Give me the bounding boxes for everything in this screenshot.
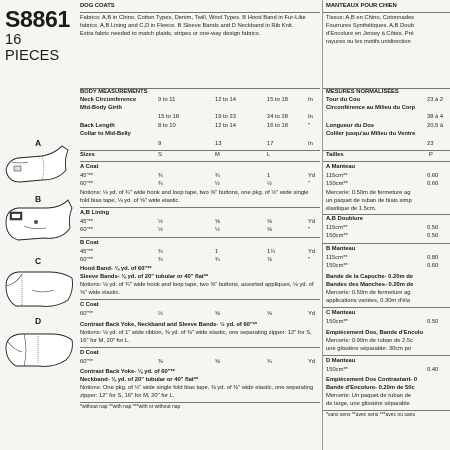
row-value: ⅝	[267, 219, 272, 225]
row-label: 150cm**	[326, 367, 348, 373]
notions-text: ⅝" wide elastic.	[80, 290, 121, 296]
row-value: Yd	[308, 249, 316, 255]
mesures-label: Circonférence au Milieu du Corp	[326, 105, 416, 111]
body-row-value: 12 to 14	[215, 123, 236, 129]
body-row-value: In	[308, 141, 313, 147]
row-value: ⅞	[267, 257, 272, 263]
body-row-value: In	[308, 97, 313, 103]
size-s: S	[158, 152, 162, 158]
view-c-illustration	[2, 256, 76, 312]
row-value: 0.40	[427, 367, 439, 373]
mesures-value: 38 à 4	[427, 114, 444, 120]
body-row-value: "	[308, 123, 311, 129]
section-title: A,B Doublure	[326, 216, 364, 222]
row-value: 0.60	[427, 181, 439, 187]
notions-text: Contrast Back Yoke, Neckband and Sleeve Bands- ½ yd. of 60"**	[80, 322, 258, 328]
body-row-label: Back Length	[80, 123, 115, 129]
row-label: 45"**	[80, 173, 94, 179]
body-row-value: 8 to 10	[158, 123, 176, 129]
section-title: D Manteau	[326, 358, 356, 364]
body-row-value: 15 to 18	[158, 114, 179, 120]
row-label: 115cm**	[326, 225, 348, 231]
mercerie-text: Empiècement Dos, Bande d'Encolu	[326, 330, 424, 336]
notions-text: Neckband- ⅛ yd. of 20" tubular or 40" flat**	[80, 377, 199, 383]
row-value: 0.60	[427, 263, 439, 269]
fabrics-line-2: fabrics. A,B Lining and C,D in Fleece. B Sleeve Bands and D Neckband in Rib Knit.	[80, 23, 294, 29]
notions-text: Contrast Back Yoke- ⅛ yd. of 60"**	[80, 369, 175, 375]
tissus-line: Tissus: A,B en Chino, Cotonnades	[326, 15, 415, 21]
size-m: M	[215, 152, 220, 158]
pattern-number: S8861	[5, 6, 71, 32]
mesures-label: Collier jusqu'au Milieu du Ventre	[326, 131, 416, 137]
row-label: 150cm**	[326, 181, 348, 187]
view-b-illustration	[2, 196, 76, 246]
row-value: ⅝	[267, 227, 272, 233]
body-row-label: Collar to Mid-Belly	[80, 131, 131, 137]
row-value: ½	[158, 219, 163, 225]
row-value: 1	[215, 249, 219, 255]
row-value: "	[308, 257, 311, 263]
row-value: 0.60	[427, 173, 439, 179]
row-value: ½	[215, 227, 220, 233]
mercerie-text: Mercerie: Un paquet de ruban de	[326, 393, 412, 399]
row-label: 150cm**	[326, 263, 348, 269]
row-value: ⅝	[215, 219, 220, 225]
view-label-c: C	[35, 256, 42, 266]
row-label: 45"**	[80, 249, 94, 255]
notions-text: Notions: ⅛ yd. of ¾" wide hook and loop tape, two ⅝" buttons, assorted appliques, ⅛ yd. of	[80, 282, 314, 288]
mercerie-text: Bande d'Encolure- 0.20m de 50c	[326, 385, 415, 391]
notions-text: 16" for M, 20" for L.	[80, 338, 130, 344]
body-row-value: 24 to 28	[267, 114, 288, 120]
section-title: B Coat	[80, 240, 99, 246]
mesures-value: 20.5 à	[427, 123, 444, 129]
notions-text: Notions: One pkg. of ½" wide single fold bias tape, ⅜ yd. of ⅜" wide elastic, one separating	[80, 385, 314, 391]
size-l: L	[267, 152, 271, 158]
body-measurements-title: BODY MEASUREMENTS	[80, 89, 148, 95]
row-value: Yd	[308, 311, 316, 317]
row-label: 45"**	[80, 219, 94, 225]
row-label: 60"**	[80, 181, 94, 187]
notions-text: Notions: ⅛ yd. of 1" wide ribbon, ⅜ yd. of ⅜" wide elastic, one separating zipper: 12" for S,	[80, 330, 312, 336]
body-row-value: 15 to 18	[267, 97, 288, 103]
row-label: 115cm**	[326, 173, 348, 179]
row-value: 0.50	[427, 233, 439, 239]
mercerie-text: Mercerie: 0.90m de ruban de 2.5c	[326, 338, 414, 344]
sizes-label: Sizes	[80, 152, 95, 158]
body-row-label: Mid-Body Girth	[80, 105, 122, 111]
body-row-value: 19 to 23	[215, 114, 236, 120]
row-value: ½	[158, 227, 163, 233]
row-value: Yd	[308, 219, 316, 225]
row-value: Yd	[308, 173, 316, 179]
row-label: 60"**	[80, 311, 94, 317]
notions-text: zipper: 12" for S, 16" for M, 20" for L.	[80, 393, 175, 399]
footnote: *without nap **with nap ***with or without nap	[80, 404, 181, 410]
fabrics-line-1: Fabrics: A,B in Chino, Cotton Types, Denim, Twill, Wool Types. B Hood Band in Fur-Like	[80, 15, 306, 21]
row-label: 60"**	[80, 227, 94, 233]
tissus-line: rayures ou les motifs unidirection	[326, 39, 411, 45]
mercerie-text: applications variées, 0.30m d'éla	[326, 298, 410, 304]
section-title: A,B Lining	[80, 210, 109, 216]
row-value: ¾	[215, 173, 220, 179]
mesures-title: MESURES NORMALISÉES	[326, 89, 399, 95]
mercerie-text: un paquet de ruban de biais simp	[326, 198, 412, 204]
row-value: ⅜	[158, 359, 163, 365]
section-title: A Coat	[80, 164, 99, 170]
row-label: 60"**	[80, 257, 94, 263]
row-value: ¾	[158, 257, 163, 263]
row-label: 115cm**	[326, 255, 348, 261]
notions-text: Hood Band- ⅛ yd. of 60"**	[80, 266, 152, 272]
row-value: ¾	[158, 173, 163, 179]
mesures-label: Tour du Cou	[326, 97, 361, 103]
dog-coat-c-icon	[2, 262, 76, 312]
row-value: ¾	[158, 249, 163, 255]
row-value: ⅝	[267, 311, 272, 317]
mercerie-text: Bande de la Capuche- 0.20m de	[326, 274, 413, 280]
view-label-a: A	[35, 138, 42, 148]
section-title: D Coat	[80, 350, 99, 356]
row-value: ½	[215, 181, 220, 187]
mercerie-text: Empiècement Dos Contrastant- 0	[326, 377, 418, 383]
notions-text: Notions: ⅛ yd. of ¾" wide hook and loop tape, two ⅝" buttons, one pkg. of ½" wide single	[80, 190, 309, 196]
row-label: 150cm**	[326, 319, 348, 325]
mercerie-text: une glissière séparable: 30cm po	[326, 346, 412, 352]
view-label-b: B	[35, 194, 42, 204]
dog-coat-d-icon	[2, 322, 76, 372]
mercerie-text: de large, une glissière séparable	[326, 401, 410, 407]
row-value: ¾	[267, 359, 272, 365]
mercerie-text: élastique de 1.5cm.	[326, 206, 377, 212]
manteaux-title: MANTEAUX POUR CHIEN	[326, 3, 397, 9]
view-d-illustration	[2, 316, 76, 372]
row-value: ½	[267, 181, 272, 187]
body-row-value: 13	[215, 141, 222, 147]
body-row-value: 9	[158, 141, 162, 147]
row-label: 60"**	[80, 359, 94, 365]
row-value: ⅝	[215, 311, 220, 317]
english-yardage-chart	[80, 0, 320, 450]
row-value: 1	[267, 173, 271, 179]
notions-text: Sleeve Bands- ⅛ yd. of 20" tubular or 40" flat**	[80, 274, 209, 280]
row-label: 150cm**	[326, 233, 348, 239]
row-value: ¾	[158, 181, 163, 187]
dog-coats-title: DOG COATS	[80, 3, 115, 9]
mesures-value: 23	[427, 141, 434, 147]
mercerie-text: Bandes des Manches- 0.20m de	[326, 282, 414, 288]
view-a-illustration	[2, 140, 76, 190]
body-row-value: 16 to 18	[267, 123, 288, 129]
row-value: ¾	[215, 257, 220, 263]
body-row-label: Neck Circumference	[80, 97, 137, 103]
row-value: ½	[158, 311, 163, 317]
section-title: A Manteau	[326, 164, 356, 170]
row-value: 0.50	[427, 319, 439, 325]
fabrics-line-3: Extra fabric needed to match plaids, stripes or one-way design fabrics.	[80, 31, 261, 37]
row-value: 0.80	[427, 255, 439, 261]
notions-text: fold bias tape, ⅛ yd. of ⅝" wide elastic.	[80, 198, 181, 204]
mercerie-text: Mercerie: 0.50m de fermeture ag	[326, 190, 411, 196]
body-row-value: In	[308, 114, 313, 120]
tailles-label: Tailles	[326, 152, 344, 158]
body-row-value: 9 to 11	[158, 97, 176, 103]
row-value: 0.50	[427, 225, 439, 231]
footnote-fr: *sans sens **avec sens ***avec ou sans	[326, 412, 415, 418]
row-value: 1¼	[267, 249, 276, 255]
mesures-label: Longueur du Dos	[326, 123, 374, 129]
view-label-d: D	[35, 316, 42, 326]
section-title: B Manteau	[326, 246, 356, 252]
row-value: "	[308, 181, 311, 187]
body-row-value: 17	[267, 141, 274, 147]
tissus-line: Fourrures Synthétiques. A,B Doub	[326, 23, 414, 29]
taille-p: P	[429, 152, 433, 158]
section-title: C Manteau	[326, 310, 356, 316]
left-column	[0, 0, 78, 450]
mesures-value: 23 à 2	[427, 97, 444, 103]
pieces-count: 16 PIECES	[5, 32, 60, 64]
tissus-line: d'Encolure en Jersey à Côtes. Pré	[326, 31, 414, 37]
row-value: ⅝	[215, 359, 220, 365]
row-value: Yd	[308, 359, 316, 365]
row-value: "	[308, 227, 311, 233]
body-row-value: 12 to 14	[215, 97, 236, 103]
section-title: C Coat	[80, 302, 99, 308]
mercerie-text: Mercerie: 0.50m de fermeture ag	[326, 290, 411, 296]
french-yardage-chart	[322, 0, 450, 450]
